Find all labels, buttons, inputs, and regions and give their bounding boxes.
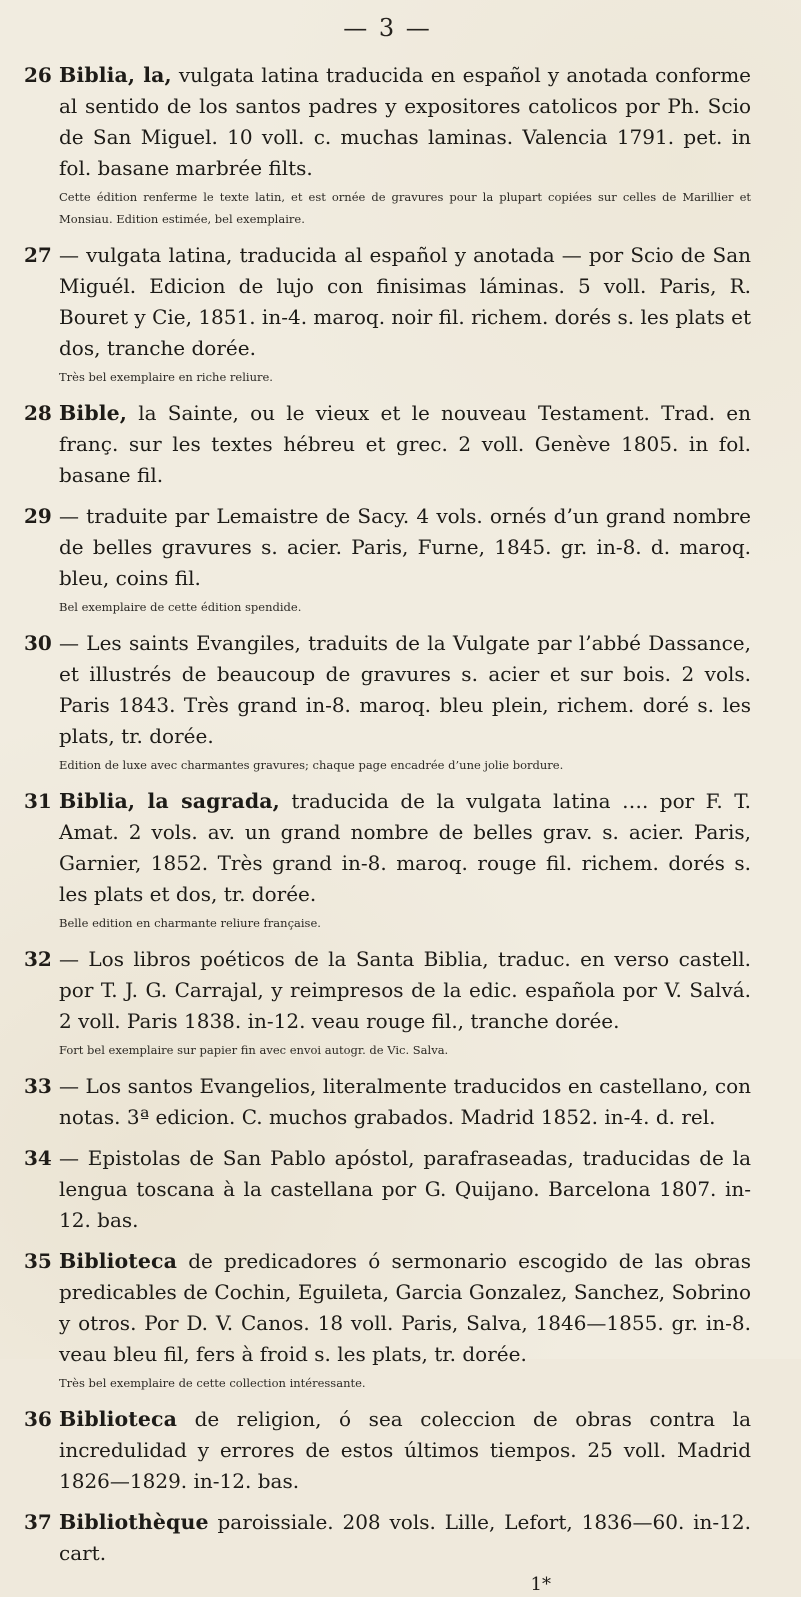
entry-number: 28 [24, 401, 52, 425]
entry-note: Cette édition renferme le texte latin, et est ornée de gravures pour la plupart copiées sur celles de Marillier et Monsiau. Edition estimée, bel exemplaire. [59, 190, 751, 226]
entry-body [59, 628, 751, 752]
entry-26 [24, 60, 751, 230]
entry-note: Très bel exemplaire en riche reliure. [59, 370, 273, 384]
entry-number: 30 [24, 631, 52, 655]
entry-note: Bel exemplaire de cette édition spendide. [59, 600, 302, 614]
entry-text: de religion, ó sea coleccion de obras contra la incredulidad y errores de estos últimos tiempos. 25 voll. Madrid 1826—1829. in-12. bas. [59, 1407, 752, 1493]
entry-number: 37 [24, 1510, 52, 1534]
entry-30 [24, 628, 751, 776]
entry-note: Très bel exemplaire de cette collection intéressante. [59, 1376, 366, 1390]
entry-32 [24, 944, 751, 1061]
signature-mark: 1* [530, 1574, 551, 1595]
entry-body [59, 1143, 751, 1236]
entry-text: vulgata latina traducida en español y anotada conforme al sentido de los santos padres y expositores catolicos por Ph. Scio de San Miguel. 10 voll. c. muchas laminas. Valencia 1791. pet. in fol. basane marbrée filts. [59, 63, 752, 180]
entry-number: 32 [24, 947, 52, 971]
entry-text: traducida de la vulgata latina …. por F. T. Amat. 2 vols. av. un grand nombre de belles grav. s. acier. Paris, Garnier, 1852. Très grand in-8. maroq. rouge fil. richem. dorés s. les plats et dos, tr. dorée. [59, 789, 752, 906]
entry-note: Belle edition en charmante reliure française. [59, 916, 321, 930]
entry-text: — Los santos Evangelios, literalmente traducidos en castellano, con notas. 3ª edicion. C. muchos grabados. Madrid 1852. in-4. d. rel. [59, 1074, 751, 1129]
entry-body [59, 398, 751, 491]
entry-36 [24, 1404, 751, 1497]
entry-28 [24, 398, 751, 491]
entry-title: Biblia, la, [59, 63, 172, 87]
entry-body [59, 1404, 751, 1497]
entry-text: — vulgata latina, traducida al español y anotada — por Scio de San Miguél. Edicion de lujo con finisimas láminas. 5 voll. Paris, R. Bouret y Cie, 1851. in-4. maroq. noir fil. richem. dorés s. les plats et dos, tranche dorée. [59, 243, 752, 360]
page-number-header: — 3 — [343, 14, 432, 42]
entry-body [59, 1507, 751, 1569]
entry-33 [24, 1071, 751, 1133]
entry-number: 33 [24, 1074, 52, 1098]
entry-text: la Sainte, ou le vieux et le nouveau Testament. Trad. en franç. sur les textes hébreu et grec. 2 voll. Genève 1805. in fol. basane fil. [59, 401, 751, 487]
entry-body [59, 501, 751, 594]
entry-body [59, 1246, 751, 1370]
entry-29 [24, 501, 751, 618]
entry-note: Edition de luxe avec charmantes gravures; chaque page encadrée d’une jolie bordure. [59, 758, 564, 772]
entry-title: Biblioteca [59, 1249, 177, 1273]
entry-34 [24, 1143, 751, 1236]
entry-number: 36 [24, 1407, 52, 1431]
entry-body [59, 60, 751, 184]
entry-title: Biblioteca [59, 1407, 177, 1431]
entry-27 [24, 240, 751, 388]
entry-text: — Les saints Evangiles, traduits de la Vulgate par l’abbé Dassance, et illustrés de beaucoup de gravures s. acier et sur bois. 2 vols. Paris 1843. Très grand in-8. maroq. bleu plein, richem. doré s. les plats, tr. dorée. [59, 631, 751, 748]
entry-number: 35 [24, 1249, 52, 1273]
entry-text: de predicadores ó sermonario escogido de las obras predicables de Cochin, Eguileta, Garcia Gonzalez, Sanchez, Sobrino y otros. Por D. V. Canos. 18 voll. Paris, Salva, 1846—1855. gr. in-8. veau bleu fil, fers à froid s. les plats, tr. dorée. [59, 1249, 751, 1366]
entry-title: Bibliothèque [59, 1510, 209, 1534]
entry-number: 29 [24, 504, 52, 528]
entry-number: 34 [24, 1146, 52, 1170]
entry-text: paroissiale. 208 vols. Lille, Lefort, 1836—60. in-12. cart. [59, 1510, 751, 1565]
entry-text: — Los libros poéticos de la Santa Biblia, traduc. en verso castell. por T. J. G. Carrajal, y reimpresos de la edic. española por V. Salvá. 2 voll. Paris 1838. in-12. veau rouge fil., tranche dorée. [59, 947, 751, 1033]
entry-title: Bible, [59, 401, 128, 425]
entry-37 [24, 1507, 751, 1569]
entry-title: Biblia, la sagrada, [59, 789, 280, 813]
entry-note: Fort bel exemplaire sur papier fin avec envoi autogr. de Vic. Salva. [59, 1043, 449, 1057]
entry-number: 26 [24, 63, 52, 87]
entry-number: 31 [24, 789, 52, 813]
entry-number: 27 [24, 243, 52, 267]
entry-body [59, 240, 751, 364]
entry-31 [24, 786, 751, 934]
entry-body [59, 1071, 751, 1133]
entry-text: — Epistolas de San Pablo apóstol, parafraseadas, traducidas de la lengua toscana à la castellana por G. Quijano. Barcelona 1807. in-12. bas. [59, 1146, 751, 1232]
entry-text: — traduite par Lemaistre de Sacy. 4 vols. ornés d’un grand nombre de belles gravures s. acier. Paris, Furne, 1845. gr. in-8. d. maroq. bleu, coins fil. [59, 504, 751, 590]
entry-body [59, 786, 751, 910]
entry-35 [24, 1246, 751, 1394]
entry-body [59, 944, 751, 1037]
